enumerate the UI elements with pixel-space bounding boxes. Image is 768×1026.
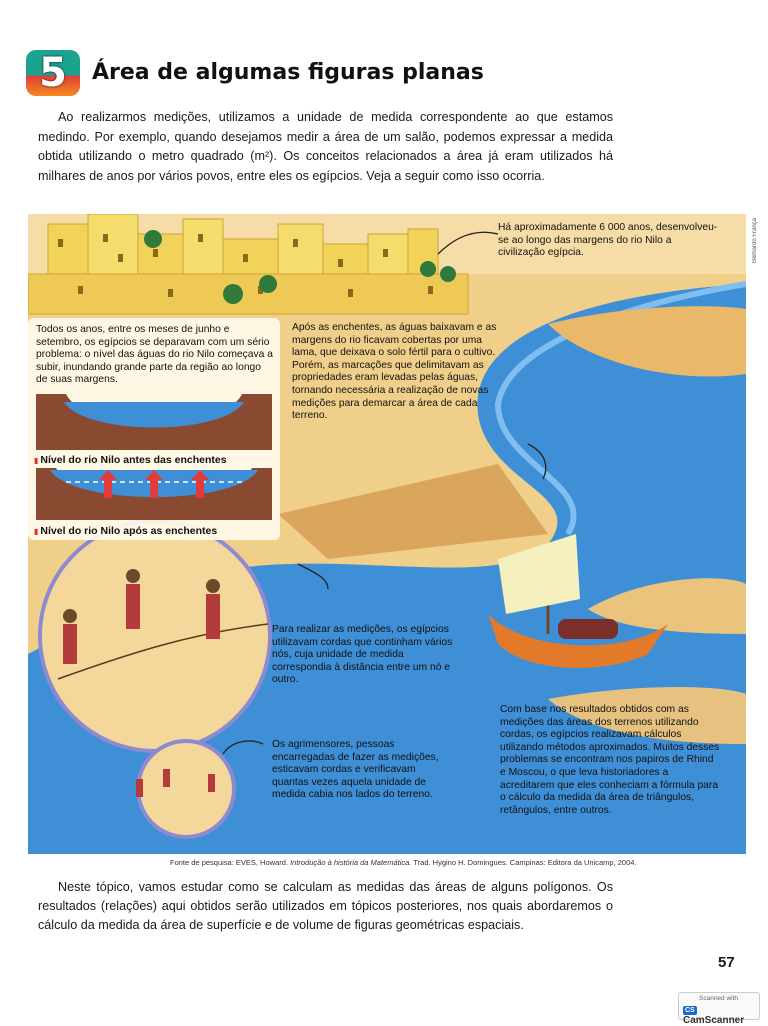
scanner-line1: Scanned with — [699, 995, 739, 1002]
label-level-after: ▮ Nível do rio Nilo após as enchentes — [34, 525, 217, 537]
flood-info-panel — [28, 318, 280, 540]
illustration-credit: Bernardo França — [752, 218, 758, 264]
camscanner-logo-icon: CS — [685, 1007, 695, 1014]
scanner-line2 — [683, 1004, 759, 1026]
caption-civilization: Há aproximadamente 6 000 anos, desenvolveu-se ao longo das margens do rio Nilo a civilização egípcia. — [498, 222, 718, 259]
surveyor-vignette — [138, 741, 234, 837]
page-title: Área de algumas figuras planas — [92, 60, 484, 85]
caption-floods: Todos os anos, entre os meses de junho e setembro, os egípcios se deparavam com um sério problema: o nível das águas do rio Nilo começava a subir, inundando grande parte da região ao longo de suas margens. — [36, 324, 273, 386]
cross-section-before — [36, 394, 272, 450]
caption-after-floods: Após as enchentes, as águas baixavam e as margens do rio ficavam cobertas por uma lama, que deixava o solo fértil para o cultivo. Porém, as marcações que delimitavam as propriedades eram levadas pelas águas, tornando necessária a realização de novas medições para demarcar a área de cada terreno. — [292, 322, 497, 422]
page-number: 57 — [718, 954, 735, 971]
camscanner-watermark — [678, 992, 760, 1026]
intro-paragraph — [38, 108, 613, 186]
nile-illustration — [28, 214, 746, 854]
body-paragraph — [38, 878, 613, 935]
intro-text: Ao realizarmos medições, utilizamos a unidade de medida correspondente ao que estamos medindo. Por exemplo, quando desejamos medir a área de um salão, podemos expressar a medida obtida utilizando o metro quadrado (m²). Os conceitos relacionados a área já eram utilizados há milhares de anos por vários povos, entre eles os egípcios. Veja a seguir como isso ocorria. — [38, 110, 613, 183]
caption-results: Com base nos resultados obtidos com as medições das áreas dos terrenos utilizando cordas, os egípcios realizavam cálculos utilizando métodos aproximados. Muitos desses problemas se encontram nos papiros de Rhind e Moscou, o que leva historiadores a acreditarem que eles conheciam a fórmula para o cálculo da medida da área de triângulos, retângulos, entre outros. — [500, 704, 720, 816]
source-suffix: Trad. Hygino H. Domingues. Campinas: Editora da Unicamp, 2004. — [413, 858, 637, 867]
source-prefix: Fonte de pesquisa: EVES, Howard. — [170, 858, 288, 867]
caption-surveyors: Os agrimensores, pessoas encarregadas de fazer as medições, esticavam cordas e verificavam quantas vezes aquela unidade de medida cabia nos lados do terreno. — [272, 739, 439, 801]
body-text: Neste tópico, vamos estudar como se calculam as medidas das áreas de alguns polígonos. Os resultados (relações) aqui obtidos serão utilizados em tópicos posteriores, nos quais abordaremos o cálculo da medida da área de superfície e de volume de figuras geométricas espaciais. — [38, 880, 613, 932]
label-level-before: ▮ Nível do rio Nilo antes das enchentes — [34, 454, 227, 466]
section-number: 5 — [39, 50, 67, 96]
source-book: Introdução à história da Matemática. — [290, 858, 412, 867]
scanner-brand: CamScanner — [683, 1015, 745, 1026]
source-citation — [170, 858, 637, 867]
section-badge — [26, 50, 80, 96]
caption-ropes: Para realizar as medições, os egípcios utilizavam cordas que continham vários nós, cuja unidade de medida correspondia à distância entre um nó e outro. — [272, 624, 453, 686]
cross-section-after — [36, 468, 272, 520]
